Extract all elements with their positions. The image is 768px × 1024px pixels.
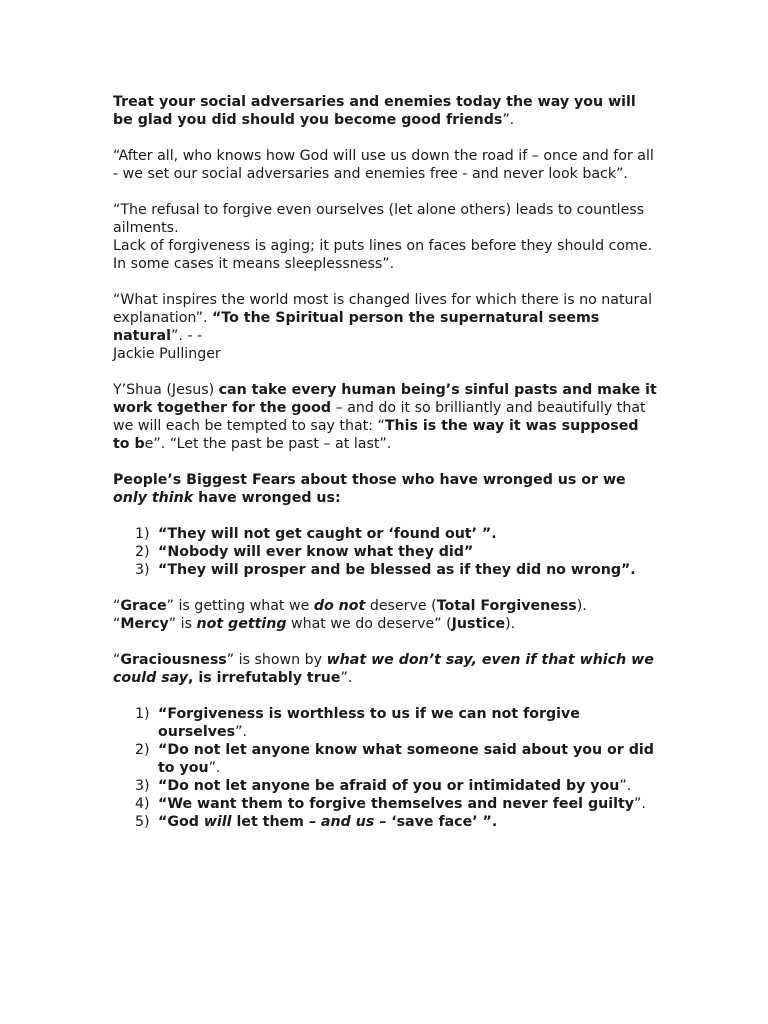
list-text-end: ”. [633, 796, 646, 812]
list-text: “Do not let anyone be afraid of you or intimidated by you [158, 778, 620, 794]
item5-save-face: – ‘save face’ ”. [374, 814, 498, 830]
gracious-word: Graciousness [120, 652, 227, 668]
aging-text: Lack of forgiveness is aging; it puts lines on faces before they should come. In some cases it means sleeplessness”. [113, 238, 653, 272]
mercy-word: Mercy [120, 616, 169, 632]
list-text: “They will not get caught or ‘found out’ ”. [158, 526, 497, 542]
paragraph-after-all: “After all, who knows how God will use us down the road if – once and for all - we set our social adversaries and enemies free - and never look back”. [113, 148, 654, 182]
paragraph-treat [113, 93, 658, 129]
list-number: 2) [135, 544, 150, 560]
grace-do-not: do not [313, 598, 366, 614]
paragraph-refusal [113, 201, 658, 273]
list-number: 2) [135, 742, 150, 758]
paragraph-yshua [113, 381, 658, 453]
list-item [113, 543, 658, 561]
list-text: “Forgiveness is worthless to us if we can not forgive ourselves [158, 706, 580, 740]
treat-text: Treat your social adversaries and enemies today the way you will be glad you did should you become good friends [113, 94, 636, 128]
list-number: 3) [135, 562, 150, 578]
list-text-end: ”. [208, 760, 221, 776]
yshua-bold: can take every human being’s sinful pasts and make it work together for the good [113, 382, 657, 416]
gracious-shown: ” is shown by [226, 652, 327, 668]
gracious-italic: what we don’t say, even if that which we could say [113, 652, 654, 686]
yshua-text: Y’Shua (Jesus) [113, 382, 219, 398]
inspires-text: “What inspires the world most is changed lives for which there is no natural explanation”. [113, 292, 653, 326]
mercy-is: ” is [168, 616, 197, 632]
list-number: 4) [135, 796, 150, 812]
quote-end: ”. - - [171, 328, 203, 344]
yshua-end: e”. “Let the past be past – at last”. [144, 436, 392, 452]
fears-text: People’s Biggest Fears about those who have wronged us or we [113, 472, 626, 488]
fears-end: have wronged us: [193, 490, 341, 506]
list-number: 1) [135, 706, 150, 722]
quote-author: Jackie Pullinger [113, 346, 221, 362]
yshua-middle: – and do it so brilliantly and beautifully that we will each be tempted to say that: “ [113, 400, 646, 434]
paragraph-mercy [113, 615, 658, 633]
grace-close: ). [576, 598, 587, 614]
list-text-end: ”. [235, 724, 247, 740]
fears-list [113, 525, 658, 579]
list-text: “They will prosper and be blessed as if they did no wrong”. [158, 562, 636, 578]
item5-let: let them – [231, 814, 321, 830]
list-item [113, 561, 658, 579]
list-item [113, 705, 658, 741]
mercy-open: “ [113, 616, 121, 632]
item5-will: will [203, 814, 232, 830]
list-text-end: ”. [619, 778, 632, 794]
paragraph-grace [113, 597, 658, 615]
item5-and-us: and us [320, 814, 375, 830]
refusal-text: “The refusal to forgive even ourselves (let alone others) leads to countless ailments. [113, 202, 645, 236]
item5-open: “God [158, 814, 204, 830]
list-number: 3) [135, 778, 150, 794]
yshua-way: This is the way it was supposed to b [113, 418, 639, 452]
grace-open: “ [113, 598, 121, 614]
grace-total-forgiveness: Total Forgiveness [436, 598, 577, 614]
paragraph-inspires [113, 291, 658, 363]
list-item [113, 741, 658, 777]
mercy-close: ). [505, 616, 516, 632]
list-number: 5) [135, 814, 150, 830]
document-page [113, 93, 658, 849]
heading-biggest-fears [113, 471, 658, 507]
grace-deserve: deserve ( [365, 598, 437, 614]
list-item [113, 795, 658, 813]
list-text: “Do not let anyone know what someone said about you or did to you [158, 742, 654, 776]
list-number: 1) [135, 526, 150, 542]
mercy-not-getting: not getting [196, 616, 287, 632]
list-item [113, 525, 658, 543]
treat-end: ”. [502, 112, 515, 128]
paragraph-graciousness [113, 651, 658, 687]
fears-italic: only think [113, 490, 194, 506]
list-item [113, 777, 658, 795]
grace-word: Grace [120, 598, 167, 614]
list-item [113, 813, 658, 831]
list-text: “We want them to forgive themselves and never feel guilty [158, 796, 634, 812]
mercy-justice: Justice [451, 616, 506, 632]
list-text: “Nobody will ever know what they did” [158, 544, 474, 560]
forgiveness-list [113, 705, 658, 831]
gracious-open: “ [113, 652, 121, 668]
gracious-close: ”. [340, 670, 353, 686]
grace-text: ” is getting what we [166, 598, 314, 614]
gracious-true: , is irrefutably true [188, 670, 341, 686]
spiritual-quote: “To the Spiritual person the supernatural seems natural [113, 310, 600, 344]
mercy-text: what we do deserve” ( [286, 616, 452, 632]
